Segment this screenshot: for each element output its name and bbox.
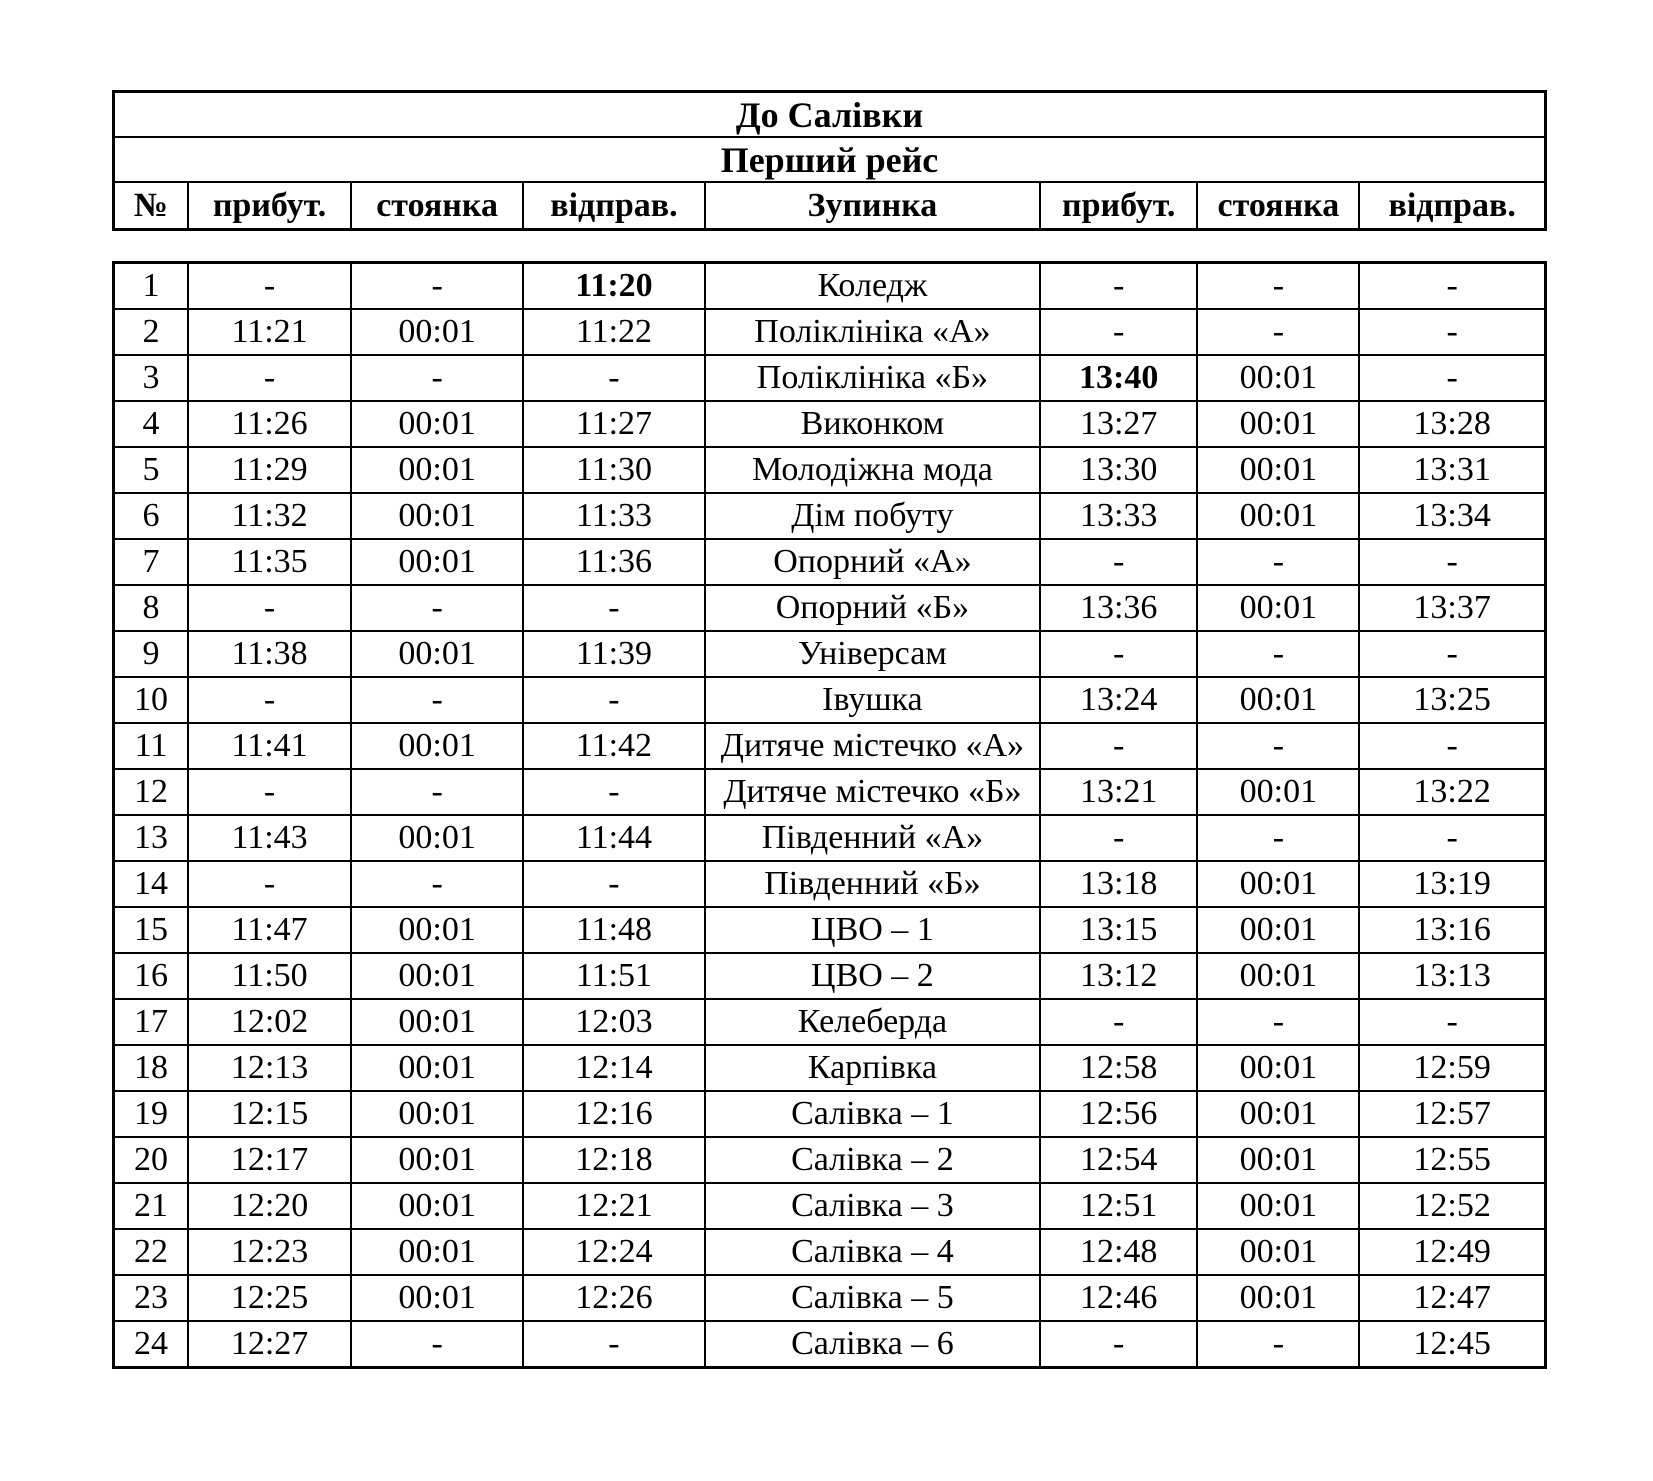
cell-num: 1 xyxy=(114,263,188,310)
cell-dwell-return: 00:01 xyxy=(1197,355,1359,401)
cell-arrival-return: - xyxy=(1040,1321,1198,1368)
cell-departure-return: - xyxy=(1359,539,1545,585)
cell-stop-name: Універсам xyxy=(705,631,1040,677)
cell-arrival-return: 12:51 xyxy=(1040,1183,1198,1229)
cell-arrival-outbound: 12:23 xyxy=(188,1229,351,1275)
cell-dwell-outbound: 00:01 xyxy=(351,1229,523,1275)
cell-stop-name: Салівка – 4 xyxy=(705,1229,1040,1275)
cell-arrival-return: 13:21 xyxy=(1040,769,1198,815)
cell-stop-name: Дитяче містечко «А» xyxy=(705,723,1040,769)
cell-num: 20 xyxy=(114,1137,188,1183)
cell-departure-outbound: 11:36 xyxy=(523,539,705,585)
cell-dwell-return: - xyxy=(1197,815,1359,861)
cell-dwell-return: - xyxy=(1197,631,1359,677)
cell-dwell-return: 00:01 xyxy=(1197,907,1359,953)
cell-stop-name: Салівка – 1 xyxy=(705,1091,1040,1137)
cell-stop-name: Івушка xyxy=(705,677,1040,723)
table-row xyxy=(114,907,1546,953)
timetable-body-table xyxy=(112,261,1547,1369)
cell-num: 21 xyxy=(114,1183,188,1229)
table-row xyxy=(114,309,1546,355)
cell-arrival-return: 13:18 xyxy=(1040,861,1198,907)
cell-dwell-outbound: 00:01 xyxy=(351,953,523,999)
cell-stop-name: Салівка – 5 xyxy=(705,1275,1040,1321)
cell-num: 22 xyxy=(114,1229,188,1275)
cell-dwell-return: 00:01 xyxy=(1197,769,1359,815)
cell-arrival-return: 12:46 xyxy=(1040,1275,1198,1321)
cell-num: 9 xyxy=(114,631,188,677)
cell-arrival-outbound: 12:17 xyxy=(188,1137,351,1183)
cell-num: 18 xyxy=(114,1045,188,1091)
cell-stop-name: Поліклініка «А» xyxy=(705,309,1040,355)
cell-departure-return: - xyxy=(1359,263,1545,310)
cell-arrival-return: 13:27 xyxy=(1040,401,1198,447)
cell-arrival-outbound: 11:50 xyxy=(188,953,351,999)
direction-title: До Салівки xyxy=(114,92,1546,138)
table-row xyxy=(114,861,1546,907)
cell-stop-name: Південний «Б» xyxy=(705,861,1040,907)
cell-num: 19 xyxy=(114,1091,188,1137)
cell-departure-outbound: - xyxy=(523,677,705,723)
cell-stop-name: Салівка – 2 xyxy=(705,1137,1040,1183)
cell-dwell-return: 00:01 xyxy=(1197,1183,1359,1229)
col-header-departure-outbound: відправ. xyxy=(523,182,705,230)
cell-stop-name: Південний «А» xyxy=(705,815,1040,861)
cell-arrival-return: - xyxy=(1040,723,1198,769)
cell-departure-outbound: 11:39 xyxy=(523,631,705,677)
cell-arrival-return: 12:48 xyxy=(1040,1229,1198,1275)
cell-arrival-return: 13:40 xyxy=(1040,355,1198,401)
cell-departure-outbound: 11:33 xyxy=(523,493,705,539)
cell-departure-outbound: 11:22 xyxy=(523,309,705,355)
cell-arrival-return: 13:15 xyxy=(1040,907,1198,953)
cell-departure-return: 13:31 xyxy=(1359,447,1545,493)
table-row xyxy=(114,1137,1546,1183)
cell-arrival-outbound: 11:38 xyxy=(188,631,351,677)
table-row xyxy=(114,953,1546,999)
cell-arrival-return: - xyxy=(1040,539,1198,585)
cell-stop-name: Молодіжна мода xyxy=(705,447,1040,493)
table-row xyxy=(114,1229,1546,1275)
column-header-row xyxy=(114,182,1546,230)
cell-departure-return: - xyxy=(1359,815,1545,861)
cell-arrival-outbound: 11:26 xyxy=(188,401,351,447)
cell-stop-name: Салівка – 3 xyxy=(705,1183,1040,1229)
cell-dwell-return: 00:01 xyxy=(1197,677,1359,723)
cell-departure-return: - xyxy=(1359,723,1545,769)
cell-dwell-return: - xyxy=(1197,999,1359,1045)
cell-departure-return: 13:13 xyxy=(1359,953,1545,999)
cell-num: 13 xyxy=(114,815,188,861)
table-row xyxy=(114,999,1546,1045)
table-row xyxy=(114,677,1546,723)
cell-arrival-return: 12:58 xyxy=(1040,1045,1198,1091)
cell-num: 12 xyxy=(114,769,188,815)
cell-num: 15 xyxy=(114,907,188,953)
cell-departure-outbound: 12:18 xyxy=(523,1137,705,1183)
cell-arrival-outbound: 12:15 xyxy=(188,1091,351,1137)
cell-stop-name: Коледж xyxy=(705,263,1040,310)
cell-dwell-outbound: 00:01 xyxy=(351,999,523,1045)
cell-num: 6 xyxy=(114,493,188,539)
table-row xyxy=(114,447,1546,493)
col-header-departure-return: відправ. xyxy=(1359,182,1545,230)
cell-arrival-outbound: - xyxy=(188,861,351,907)
cell-departure-return: 12:59 xyxy=(1359,1045,1545,1091)
cell-dwell-outbound: 00:01 xyxy=(351,1091,523,1137)
cell-departure-outbound: 11:20 xyxy=(523,263,705,310)
table-row xyxy=(114,1275,1546,1321)
cell-departure-outbound: - xyxy=(523,861,705,907)
cell-dwell-return: 00:01 xyxy=(1197,401,1359,447)
cell-num: 16 xyxy=(114,953,188,999)
table-row xyxy=(114,263,1546,310)
cell-num: 10 xyxy=(114,677,188,723)
table-row xyxy=(114,1321,1546,1368)
cell-stop-name: Поліклініка «Б» xyxy=(705,355,1040,401)
cell-dwell-return: 00:01 xyxy=(1197,1275,1359,1321)
cell-num: 23 xyxy=(114,1275,188,1321)
table-row xyxy=(114,1183,1546,1229)
cell-departure-return: 13:34 xyxy=(1359,493,1545,539)
cell-stop-name: Карпівка xyxy=(705,1045,1040,1091)
col-header-dwell-outbound: стоянка xyxy=(351,182,523,230)
table-row xyxy=(114,1045,1546,1091)
cell-arrival-outbound: 11:35 xyxy=(188,539,351,585)
cell-dwell-outbound: 00:01 xyxy=(351,1045,523,1091)
cell-stop-name: Салівка – 6 xyxy=(705,1321,1040,1368)
cell-dwell-outbound: 00:01 xyxy=(351,1137,523,1183)
trip-title-row xyxy=(114,137,1546,182)
cell-stop-name: Опорний «А» xyxy=(705,539,1040,585)
cell-departure-return: 13:25 xyxy=(1359,677,1545,723)
cell-arrival-outbound: - xyxy=(188,585,351,631)
cell-num: 2 xyxy=(114,309,188,355)
cell-arrival-return: 13:30 xyxy=(1040,447,1198,493)
cell-dwell-outbound: - xyxy=(351,769,523,815)
table-row xyxy=(114,401,1546,447)
cell-dwell-outbound: 00:01 xyxy=(351,631,523,677)
cell-departure-outbound: - xyxy=(523,585,705,631)
cell-dwell-outbound: 00:01 xyxy=(351,907,523,953)
cell-dwell-return: 00:01 xyxy=(1197,861,1359,907)
cell-arrival-return: 13:12 xyxy=(1040,953,1198,999)
cell-stop-name: Дім побуту xyxy=(705,493,1040,539)
cell-stop-name: ЦВО – 2 xyxy=(705,953,1040,999)
cell-departure-outbound: - xyxy=(523,1321,705,1368)
col-header-arrival-return: прибут. xyxy=(1040,182,1198,230)
cell-departure-return: - xyxy=(1359,999,1545,1045)
cell-arrival-outbound: 12:13 xyxy=(188,1045,351,1091)
cell-departure-outbound: - xyxy=(523,769,705,815)
cell-arrival-outbound: - xyxy=(188,769,351,815)
cell-dwell-outbound: - xyxy=(351,677,523,723)
cell-dwell-return: - xyxy=(1197,539,1359,585)
table-row xyxy=(114,723,1546,769)
table-row xyxy=(114,1091,1546,1137)
cell-dwell-outbound: - xyxy=(351,1321,523,1368)
cell-departure-return: 13:28 xyxy=(1359,401,1545,447)
cell-dwell-return: 00:01 xyxy=(1197,585,1359,631)
cell-num: 7 xyxy=(114,539,188,585)
cell-arrival-outbound: 12:20 xyxy=(188,1183,351,1229)
cell-arrival-return: 13:33 xyxy=(1040,493,1198,539)
cell-dwell-outbound: 00:01 xyxy=(351,723,523,769)
cell-departure-outbound: 11:27 xyxy=(523,401,705,447)
cell-num: 24 xyxy=(114,1321,188,1368)
cell-departure-outbound: 12:03 xyxy=(523,999,705,1045)
timetable xyxy=(112,90,1547,1369)
cell-arrival-return: - xyxy=(1040,263,1198,310)
cell-departure-return: 13:16 xyxy=(1359,907,1545,953)
col-header-dwell-return: стоянка xyxy=(1197,182,1359,230)
cell-departure-outbound: 12:26 xyxy=(523,1275,705,1321)
cell-dwell-outbound: - xyxy=(351,861,523,907)
cell-departure-outbound: 11:48 xyxy=(523,907,705,953)
trip-title: Перший рейс xyxy=(114,137,1546,182)
cell-arrival-outbound: - xyxy=(188,355,351,401)
cell-dwell-outbound: - xyxy=(351,355,523,401)
cell-dwell-return: 00:01 xyxy=(1197,493,1359,539)
cell-stop-name: Дитяче містечко «Б» xyxy=(705,769,1040,815)
cell-stop-name: Опорний «Б» xyxy=(705,585,1040,631)
cell-arrival-outbound: 11:43 xyxy=(188,815,351,861)
cell-num: 8 xyxy=(114,585,188,631)
cell-num: 5 xyxy=(114,447,188,493)
cell-departure-return: 12:57 xyxy=(1359,1091,1545,1137)
cell-dwell-outbound: 00:01 xyxy=(351,447,523,493)
cell-arrival-return: 13:24 xyxy=(1040,677,1198,723)
cell-dwell-return: 00:01 xyxy=(1197,1045,1359,1091)
cell-dwell-outbound: 00:01 xyxy=(351,815,523,861)
cell-departure-outbound: - xyxy=(523,355,705,401)
cell-dwell-outbound: 00:01 xyxy=(351,401,523,447)
cell-departure-outbound: 12:16 xyxy=(523,1091,705,1137)
cell-departure-outbound: 12:24 xyxy=(523,1229,705,1275)
cell-departure-return: 12:55 xyxy=(1359,1137,1545,1183)
cell-departure-return: 12:49 xyxy=(1359,1229,1545,1275)
cell-departure-return: 12:45 xyxy=(1359,1321,1545,1368)
cell-departure-outbound: 11:42 xyxy=(523,723,705,769)
cell-departure-return: - xyxy=(1359,355,1545,401)
table-row xyxy=(114,539,1546,585)
col-header-stop-name: Зупинка xyxy=(705,182,1040,230)
cell-arrival-outbound: 11:41 xyxy=(188,723,351,769)
cell-departure-return: 13:19 xyxy=(1359,861,1545,907)
cell-dwell-return: 00:01 xyxy=(1197,1137,1359,1183)
cell-arrival-outbound: 12:27 xyxy=(188,1321,351,1368)
cell-dwell-outbound: - xyxy=(351,263,523,310)
cell-num: 4 xyxy=(114,401,188,447)
timetable-header-table xyxy=(112,90,1547,231)
cell-departure-outbound: 12:21 xyxy=(523,1183,705,1229)
timetable-rows xyxy=(114,263,1546,1368)
cell-dwell-outbound: 00:01 xyxy=(351,1275,523,1321)
cell-dwell-outbound: - xyxy=(351,585,523,631)
cell-arrival-outbound: 11:32 xyxy=(188,493,351,539)
cell-arrival-return: - xyxy=(1040,309,1198,355)
cell-arrival-outbound: 11:47 xyxy=(188,907,351,953)
cell-arrival-outbound: 12:25 xyxy=(188,1275,351,1321)
cell-departure-return: - xyxy=(1359,631,1545,677)
cell-dwell-return: - xyxy=(1197,263,1359,310)
cell-arrival-return: - xyxy=(1040,631,1198,677)
cell-arrival-return: - xyxy=(1040,815,1198,861)
cell-departure-return: 13:37 xyxy=(1359,585,1545,631)
direction-title-row xyxy=(114,92,1546,138)
cell-departure-outbound: 12:14 xyxy=(523,1045,705,1091)
cell-stop-name: Виконком xyxy=(705,401,1040,447)
cell-arrival-return: - xyxy=(1040,999,1198,1045)
cell-num: 17 xyxy=(114,999,188,1045)
cell-arrival-outbound: - xyxy=(188,263,351,310)
table-row xyxy=(114,585,1546,631)
table-row xyxy=(114,493,1546,539)
table-row xyxy=(114,815,1546,861)
cell-arrival-return: 12:56 xyxy=(1040,1091,1198,1137)
cell-arrival-outbound: - xyxy=(188,677,351,723)
cell-num: 3 xyxy=(114,355,188,401)
cell-dwell-return: 00:01 xyxy=(1197,1091,1359,1137)
table-row xyxy=(114,769,1546,815)
cell-dwell-return: - xyxy=(1197,1321,1359,1368)
cell-stop-name: Келеберда xyxy=(705,999,1040,1045)
cell-num: 11 xyxy=(114,723,188,769)
col-header-num: № xyxy=(114,182,188,230)
cell-arrival-outbound: 11:29 xyxy=(188,447,351,493)
cell-dwell-return: - xyxy=(1197,309,1359,355)
cell-dwell-return: 00:01 xyxy=(1197,953,1359,999)
cell-dwell-return: 00:01 xyxy=(1197,1229,1359,1275)
cell-departure-return: 12:47 xyxy=(1359,1275,1545,1321)
cell-arrival-return: 13:36 xyxy=(1040,585,1198,631)
cell-departure-return: 12:52 xyxy=(1359,1183,1545,1229)
cell-dwell-return: 00:01 xyxy=(1197,447,1359,493)
cell-departure-return: - xyxy=(1359,309,1545,355)
table-row xyxy=(114,631,1546,677)
cell-dwell-outbound: 00:01 xyxy=(351,539,523,585)
cell-departure-outbound: 11:30 xyxy=(523,447,705,493)
col-header-arrival-outbound: прибут. xyxy=(188,182,351,230)
cell-dwell-return: - xyxy=(1197,723,1359,769)
cell-dwell-outbound: 00:01 xyxy=(351,493,523,539)
cell-stop-name: ЦВО – 1 xyxy=(705,907,1040,953)
cell-dwell-outbound: 00:01 xyxy=(351,309,523,355)
cell-departure-return: 13:22 xyxy=(1359,769,1545,815)
cell-arrival-outbound: 12:02 xyxy=(188,999,351,1045)
cell-dwell-outbound: 00:01 xyxy=(351,1183,523,1229)
cell-arrival-outbound: 11:21 xyxy=(188,309,351,355)
table-row xyxy=(114,355,1546,401)
cell-departure-outbound: 11:44 xyxy=(523,815,705,861)
cell-departure-outbound: 11:51 xyxy=(523,953,705,999)
cell-num: 14 xyxy=(114,861,188,907)
cell-arrival-return: 12:54 xyxy=(1040,1137,1198,1183)
